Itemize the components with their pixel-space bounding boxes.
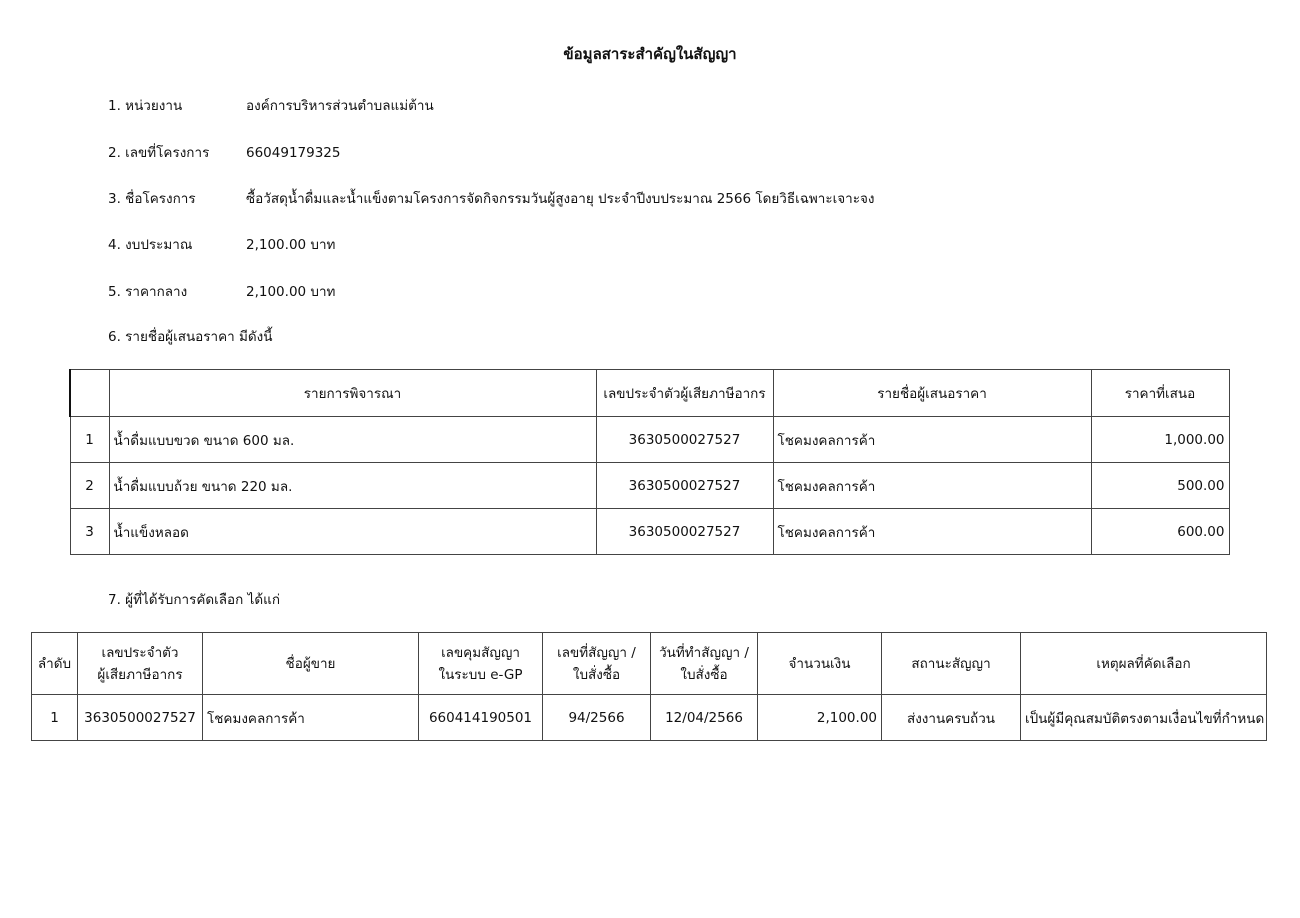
- column-header: [70, 370, 109, 417]
- field-value: 2,100.00 บาท: [246, 284, 336, 300]
- column-header: เลขประจำตัว ผู้เสียภาษีอากร: [78, 633, 203, 695]
- cell-tax-id: 3630500027527: [596, 463, 773, 509]
- cell-index: 3: [70, 509, 109, 555]
- cell-bidder: โชคมงคลการค้า: [773, 463, 1091, 509]
- cell-price: 1,000.00: [1091, 417, 1229, 463]
- field-project-name: [108, 188, 875, 210]
- cell-tax-id: 3630500027527: [596, 417, 773, 463]
- field-value: 66049179325: [246, 145, 341, 161]
- field-label: 1. หน่วยงาน: [108, 98, 183, 114]
- field-label: 3. ชื่อโครงการ: [108, 191, 196, 207]
- bidders-section-label: 6. รายชื่อผู้เสนอราคา มีดังนี้: [108, 329, 273, 345]
- cell-tax-id: 3630500027527: [596, 509, 773, 555]
- column-header: เลขคุมสัญญา ในระบบ e-GP: [419, 633, 543, 695]
- document-title: ข้อมูลสาระสำคัญในสัญญา: [563, 45, 737, 63]
- field-budget: [108, 234, 335, 256]
- cell-seller: โชคมงคลการค้า: [203, 695, 419, 741]
- table-header-row: [70, 370, 1229, 417]
- column-header: รายการพิจารณา: [109, 370, 596, 417]
- cell-item: น้ำดื่มแบบถ้วย ขนาด 220 มล.: [109, 463, 596, 509]
- cell-bidder: โชคมงคลการค้า: [773, 509, 1091, 555]
- field-label: 4. งบประมาณ: [108, 237, 193, 253]
- field-median-price: [108, 281, 335, 303]
- cell-index: 1: [32, 695, 78, 741]
- field-value: ซื้อวัสดุน้ำดื่มและน้ำแข็งตามโครงการจัดกิจกรรมวันผู้สูงอายุ ประจำปีงบประมาณ 2566 โดยวิธีเฉพาะเจาะจง: [246, 191, 875, 207]
- table-row: [70, 463, 1229, 509]
- cell-tax-id: 3630500027527: [78, 695, 203, 741]
- column-header: ราคาที่เสนอ: [1091, 370, 1229, 417]
- cell-contract-date: 12/04/2566: [651, 695, 758, 741]
- field-value: องค์การบริหารส่วนตำบลแม่ต้าน: [246, 98, 434, 114]
- field-value: 2,100.00 บาท: [246, 237, 336, 253]
- field-label: 2. เลขที่โครงการ: [108, 145, 210, 161]
- cell-status: ส่งงานครบถ้วน: [882, 695, 1021, 741]
- field-agency: [108, 95, 434, 117]
- cell-item: น้ำดื่มแบบขวด ขนาด 600 มล.: [109, 417, 596, 463]
- cell-egp-number: 660414190501: [419, 695, 543, 741]
- cell-index: 1: [70, 417, 109, 463]
- bidders-table: [69, 369, 1230, 555]
- table-row: [70, 417, 1229, 463]
- cell-price: 500.00: [1091, 463, 1229, 509]
- column-header: ชื่อผู้ขาย: [203, 633, 419, 695]
- column-header: สถานะสัญญา: [882, 633, 1021, 695]
- field-label: 5. ราคากลาง: [108, 284, 188, 300]
- table-header-row: [32, 633, 1267, 695]
- cell-bidder: โชคมงคลการค้า: [773, 417, 1091, 463]
- cell-reason: เป็นผู้มีคุณสมบัติตรงตามเงื่อนไขที่กำหนด: [1021, 695, 1267, 741]
- field-project-number: [108, 142, 340, 164]
- winners-section-label: 7. ผู้ที่ได้รับการคัดเลือก ได้แก่: [108, 592, 281, 608]
- cell-price: 600.00: [1091, 509, 1229, 555]
- winners-table: [31, 632, 1267, 741]
- column-header: รายชื่อผู้เสนอราคา: [773, 370, 1091, 417]
- column-header: จำนวนเงิน: [758, 633, 882, 695]
- cell-amount: 2,100.00: [758, 695, 882, 741]
- cell-item: น้ำแข็งหลอด: [109, 509, 596, 555]
- cell-contract-number: 94/2566: [543, 695, 651, 741]
- column-header: ลำดับ: [32, 633, 78, 695]
- column-header: เลขที่สัญญา / ใบสั่งซื้อ: [543, 633, 651, 695]
- table-row: [70, 509, 1229, 555]
- cell-index: 2: [70, 463, 109, 509]
- column-header: เหตุผลที่คัดเลือก: [1021, 633, 1267, 695]
- table-row: [32, 695, 1267, 741]
- column-header: เลขประจำตัวผู้เสียภาษีอากร: [596, 370, 773, 417]
- column-header: วันที่ทำสัญญา / ใบสั่งซื้อ: [651, 633, 758, 695]
